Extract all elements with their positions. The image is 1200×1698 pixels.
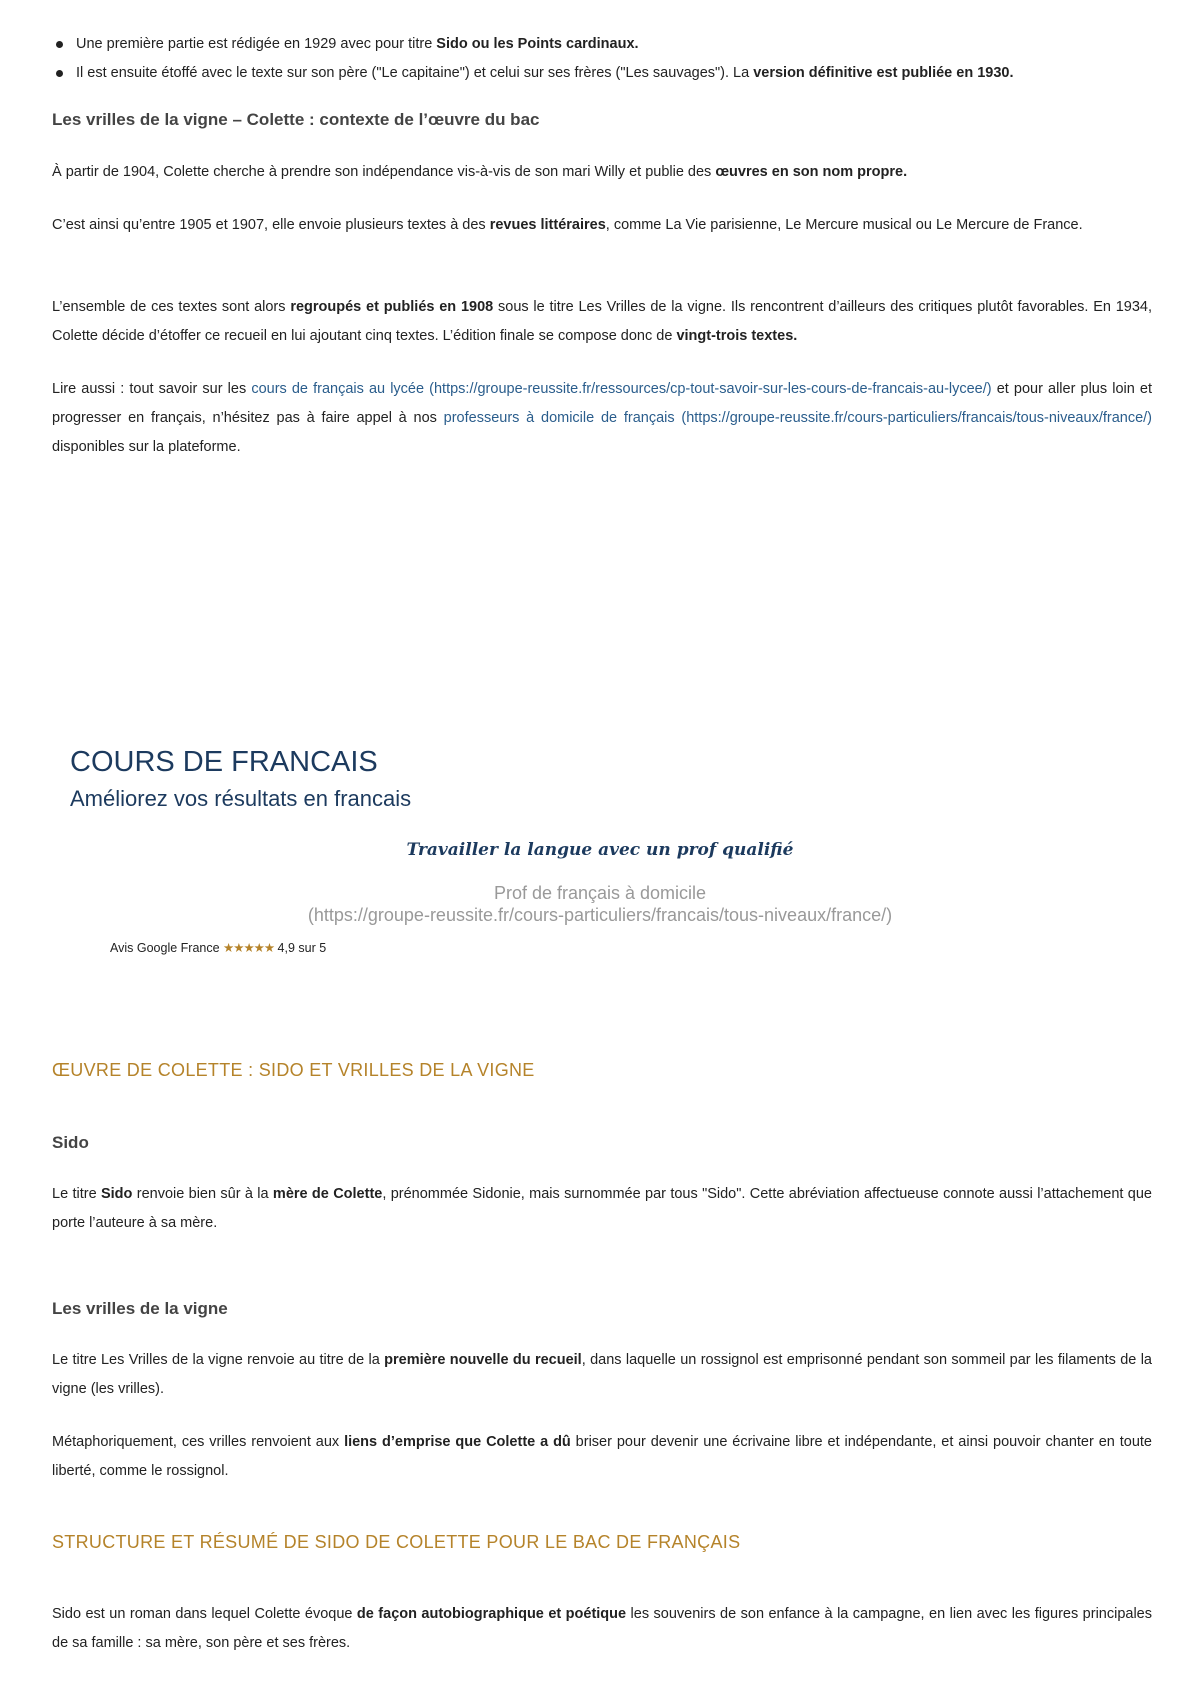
promo-tagline: Travailler la langue avec un prof qualifié (406, 840, 794, 860)
structure-section-heading: STRUCTURE ET RÉSUMÉ DE SIDO DE COLETTE POUR LE BAC DE FRANÇAIS (52, 1532, 741, 1552)
context-paragraph-3: L’ensemble de ces textes sont alors regroupés et publiés en 1908 sous le titre Les Vrilles de la vigne. Ils rencontrent d’ailleurs des critiques plutôt favorables. En 1934, Colette décide d’étoffer ce recueil en lui ajoutant cinq textes. L’édition finale se compose donc de vingt-trois textes. (52, 299, 1153, 344)
oeuvre-section-heading: ŒUVRE DE COLETTE : SIDO ET VRILLES DE LA VIGNE (52, 1060, 535, 1080)
promo-subtitle: Améliorez vos résultats en francais (70, 786, 412, 811)
google-rating: Avis Google France ★★★★★ 4,9 sur 5 (110, 941, 327, 955)
vrilles-paragraph-1: Le titre Les Vrilles de la vigne renvoie au titre de la première nouvelle du recueil, dans laquelle un rossignol est emprisonné pendant son sommeil par les filaments de la vigne (les vrilles). (52, 1352, 1152, 1397)
sido-paragraph: Le titre Sido renvoie bien sûr à la mère de Colette, prénommée Sidonie, mais surnommée par tous "Sido". Cette abréviation affectueuse connote aussi l’attachement que porte l’auteure à sa mère. (52, 1186, 1152, 1231)
read-also-paragraph: Lire aussi : tout savoir sur les cours de français au lycée (https://groupe-reussite.fr/ressources/cp-tout-savoir-sur-les-cours-de-francais-au-lycee/) et pour aller plus loin et progresser en français, n’hésitez pas à faire appel à nos professeurs à domicile de français (https://groupe-reussite.fr/cours-particuliers/francais/tous-niveaux/france/) disponibles sur la plateforme. (52, 381, 1153, 455)
link-cours-francais-lycee[interactable]: cours de français au lycée (https://groupe-reussite.fr/ressources/cp-tout-savoir-sur-les-cours-de-francais-au-lycee/) (251, 381, 992, 397)
list-item: Une première partie est rédigée en 1929 avec pour titre Sido ou les Points cardinaux. (52, 30, 1152, 59)
context-paragraph-1: À partir de 1904, Colette cherche à prendre son indépendance vis-à-vis de son mari Willy et publie des œuvres en son nom propre. (52, 164, 908, 180)
link-professeurs-domicile[interactable]: professeurs à domicile de français (https://groupe-reussite.fr/cours-particuliers/francais/tous-niveaux/france/) (443, 410, 1153, 426)
list-item: Il est ensuite étoffé avec le texte sur son père ("Le capitaine") et celui sur ses frères ("Les sauvages"). La version définitive est publiée en 1930. (52, 59, 1152, 88)
structure-paragraph: Sido est un roman dans lequel Colette évoque de façon autobiographique et poétique les souvenirs de son enfance à la campagne, en lien avec les figures principales de sa famille : sa mère, son père et ses frères. (52, 1606, 1152, 1651)
vrilles-heading: Les vrilles de la vigne (52, 1299, 228, 1318)
context-paragraph-2: C’est ainsi qu’entre 1905 et 1907, elle envoie plusieurs textes à des revues littéraires, comme La Vie parisienne, Le Mercure musical ou Le Mercure de France. (52, 217, 1083, 233)
promo-link-prof-francais[interactable]: Prof de français à domicile (https://groupe-reussite.fr/cours-particuliers/francais/tous-niveaux/france/) (307, 883, 893, 925)
star-rating-icon: ★★★★★ (223, 941, 275, 955)
sido-heading: Sido (52, 1133, 89, 1152)
context-heading: Les vrilles de la vigne – Colette : contexte de l’œuvre du bac (52, 110, 540, 129)
bullet-list (52, 30, 1152, 88)
promo-title: COURS DE FRANCAIS (70, 746, 378, 778)
vrilles-paragraph-2: Métaphoriquement, ces vrilles renvoient aux liens d’emprise que Colette a dû briser pour devenir une écrivaine libre et indépendante, et ainsi pouvoir chanter en toute liberté, comme le rossignol. (52, 1434, 1152, 1479)
